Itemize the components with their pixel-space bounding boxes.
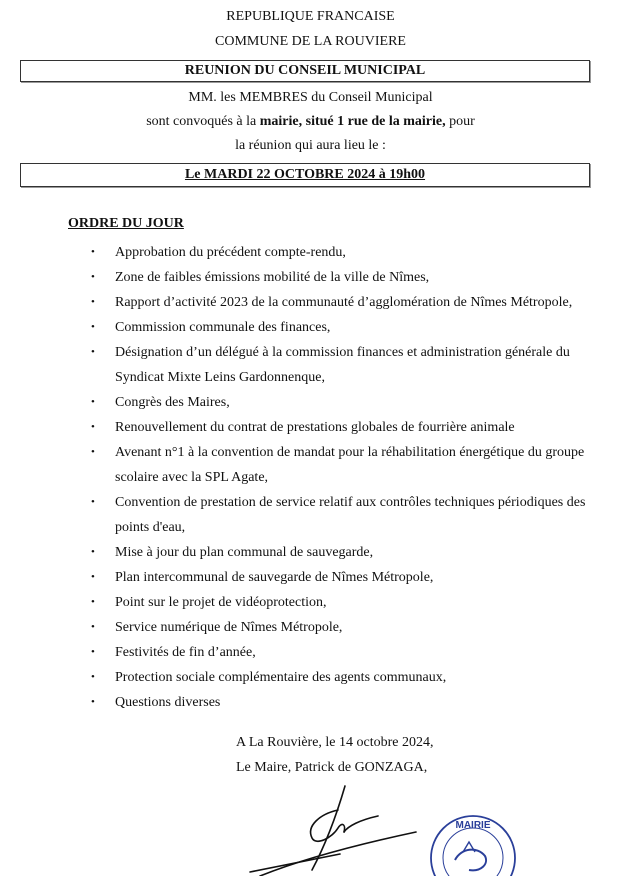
agenda-item-text: Mise à jour du plan communal de sauvegarde, <box>115 545 374 560</box>
agenda-item <box>88 690 588 715</box>
agenda-item <box>88 540 588 565</box>
agenda-item-text: Désignation d’un délégué à la commission finances et administration générale du Syndicat Mixte Leins Gardonnenque, <box>115 345 570 385</box>
bullet-icon: • <box>91 696 95 708</box>
agenda-heading: ORDRE DU JOUR <box>68 216 184 231</box>
agenda-item-text: Plan intercommunal de sauvegarde de Nîmes Métropole, <box>115 570 434 585</box>
bullet-icon: • <box>91 621 95 633</box>
agenda-item <box>88 640 588 665</box>
agenda-item <box>88 615 588 640</box>
agenda-item-text: Festivités de fin d’année, <box>115 645 256 660</box>
agenda-item <box>88 290 588 315</box>
convocation-line-2 <box>0 114 621 130</box>
bullet-icon: • <box>91 396 95 408</box>
republic-header: REPUBLIQUE FRANCAISE <box>226 9 395 24</box>
agenda-item-text: Avenant n°1 à la convention de mandat pour la réhabilitation énergétique du groupe scolaire avec la SPL Agate, <box>115 445 585 485</box>
convocation-line-3: la réunion qui aura lieu le : <box>235 138 386 153</box>
agenda-item-text: Rapport d’activité 2023 de la communauté d’agglomération de Nîmes Métropole, <box>115 295 573 310</box>
agenda-item <box>88 390 588 415</box>
agenda-item <box>88 240 588 265</box>
agenda-item <box>88 490 588 540</box>
meeting-title-box <box>20 60 590 82</box>
agenda-item-text: Congrès des Maires, <box>115 395 230 410</box>
bullet-icon: • <box>91 271 95 283</box>
agenda-item-text: Convention de prestation de service relatif aux contrôles techniques périodiques des points d'eau, <box>115 495 586 535</box>
commune-header: COMMUNE DE LA ROUVIERE <box>215 34 406 49</box>
agenda-item-text: Approbation du précédent compte-rendu, <box>115 245 346 260</box>
bullet-icon: • <box>91 571 95 583</box>
bullet-icon: • <box>91 321 95 333</box>
bullet-icon: • <box>91 546 95 558</box>
bullet-icon: • <box>91 446 95 458</box>
agenda-item-text: Service numérique de Nîmes Métropole, <box>115 620 343 635</box>
bullet-icon: • <box>91 246 95 258</box>
bullet-icon: • <box>91 596 95 608</box>
agenda-item-text: Commission communale des finances, <box>115 320 331 335</box>
bullet-icon: • <box>91 671 95 683</box>
agenda-item <box>88 590 588 615</box>
agenda-item-text: Protection sociale complémentaire des agents communaux, <box>115 670 447 685</box>
agenda-item <box>88 315 588 340</box>
agenda-item <box>88 565 588 590</box>
agenda-item <box>88 415 588 440</box>
agenda-list <box>88 240 588 715</box>
agenda-item <box>88 440 588 490</box>
convocation-line-1: MM. les MEMBRES du Conseil Municipal <box>188 90 433 105</box>
meeting-location: mairie, situé 1 rue de la mairie, <box>259 114 446 129</box>
mairie-seal-stamp <box>425 812 525 876</box>
agenda-item-text: Renouvellement du contrat de prestations globales de fourrière animale <box>115 420 515 435</box>
bullet-icon: • <box>91 296 95 308</box>
meeting-date-box <box>20 163 590 187</box>
meeting-title: REUNION DU CONSEIL MUNICIPAL <box>184 63 426 78</box>
signature-image <box>220 780 420 876</box>
bullet-icon: • <box>91 346 95 358</box>
bullet-icon: • <box>91 421 95 433</box>
convocation-text-a: sont convoqués à la <box>146 114 260 129</box>
bullet-icon: • <box>91 646 95 658</box>
place-and-date: A La Rouvière, le 14 octobre 2024, <box>236 735 434 750</box>
agenda-item-text: Zone de faibles émissions mobilité de la ville de Nîmes, <box>115 270 430 285</box>
agenda-item <box>88 340 588 390</box>
signatory-name: Le Maire, Patrick de GONZAGA, <box>236 760 428 775</box>
bullet-icon: • <box>91 496 95 508</box>
agenda-item-text: Questions diverses <box>115 695 221 710</box>
agenda-item <box>88 665 588 690</box>
convocation-text-c: pour <box>445 114 475 129</box>
seal-text: MAIRIE <box>455 820 491 831</box>
agenda-item-text: Point sur le projet de vidéoprotection, <box>115 595 327 610</box>
meeting-date: Le MARDI 22 OCTOBRE 2024 à 19h00 <box>184 167 426 182</box>
agenda-item <box>88 265 588 290</box>
